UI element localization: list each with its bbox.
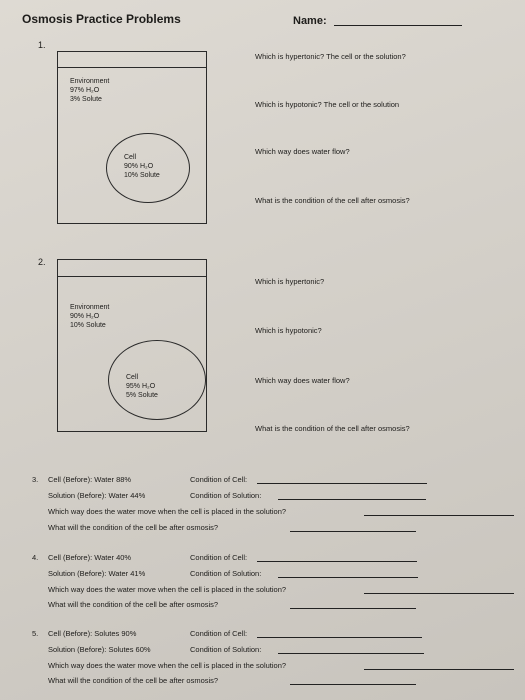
env-title: Environment [70,304,110,311]
problem-1-q-flow: Which way does water flow? [255,147,350,156]
problem-4-q-after: What will the condition of the cell be after osmosis? [48,600,219,609]
worksheet-title: Osmosis Practice Problems [22,12,181,26]
problem-5-cond-solution-answer[interactable] [278,653,424,654]
cell-title: Cell [124,154,137,161]
problem-2-water-line [57,276,207,277]
problem-4-solution: Solution (Before): Water 41% [48,569,146,578]
problem-2-environment [70,303,109,330]
problem-5-cond-cell-answer[interactable] [257,637,422,638]
name-label: Name: [293,15,327,27]
problem-3-q-move: Which way does the water move when the cell is placed in the solution? [48,507,287,516]
cell-water: 90% H₂O [124,163,154,170]
problem-4-cond-solution-answer[interactable] [278,577,418,578]
problem-4-cond-solution: Condition of Solution: [190,569,262,578]
problem-3-cond-cell: Condition of Cell: [190,475,248,484]
problem-3-cond-solution-answer[interactable] [278,499,426,500]
problem-4-q-after-answer[interactable] [290,608,416,609]
problem-5-cell: Cell (Before): Solutes 90% [48,629,137,638]
problem-2-q-hypertonic: Which is hypertonic? [255,277,325,286]
env-solute: 10% Solute [70,322,106,329]
problem-2-q-condition: What is the condition of the cell after osmosis? [255,424,410,433]
problem-4-cond-cell-answer[interactable] [257,561,417,562]
cell-title: Cell [126,374,139,381]
problem-5-q-after-answer[interactable] [290,684,416,685]
problem-1-q-hypertonic: Which is hypertonic? The cell or the solution? [255,52,406,61]
cell-solute: 10% Solute [124,172,160,179]
problem-5-number: 5. [32,629,39,638]
problem-3-cell: Cell (Before): Water 88% [48,475,132,484]
problem-2-cell [126,373,158,400]
problem-3-solution: Solution (Before): Water 44% [48,491,146,500]
problem-1-q-condition: What is the condition of the cell after osmosis? [255,196,410,205]
problem-5-q-move-answer[interactable] [364,669,514,670]
cell-water: 95% H₂O [126,383,156,390]
problem-5-cond-solution: Condition of Solution: [190,645,262,654]
env-water: 90% H₂O [70,313,100,320]
problem-4-number: 4. [32,553,39,562]
problem-1-environment [70,77,109,104]
problem-4-cond-cell: Condition of Cell: [190,553,248,562]
problem-3-q-after-answer[interactable] [290,531,416,532]
problem-5-cond-cell: Condition of Cell: [190,629,248,638]
problem-1-water-line [57,67,207,68]
problem-5-q-move: Which way does the water move when the cell is placed in the solution? [48,661,287,670]
problem-2-q-flow: Which way does water flow? [255,376,350,385]
problem-1-q-hypotonic: Which is hypotonic? The cell or the solution [255,100,400,109]
problem-5-q-after: What will the condition of the cell be after osmosis? [48,676,219,685]
problem-5-solution: Solution (Before): Solutes 60% [48,645,151,654]
problem-3-cond-solution: Condition of Solution: [190,491,262,500]
env-title: Environment [70,78,110,85]
problem-4-q-move: Which way does the water move when the cell is placed in the solution? [48,585,287,594]
problem-3-q-move-answer[interactable] [364,515,514,516]
problem-3-q-after: What will the condition of the cell be after osmosis? [48,523,219,532]
problem-4-cell: Cell (Before): Water 40% [48,553,132,562]
cell-solute: 5% Solute [126,392,158,399]
env-water: 97% H₂O [70,87,100,94]
problem-2-number: 2. [38,257,46,267]
problem-3-number: 3. [32,475,39,484]
problem-2-q-hypotonic: Which is hypotonic? [255,326,322,335]
name-field[interactable] [334,25,462,26]
problem-3-cond-cell-answer[interactable] [257,483,427,484]
env-solute: 3% Solute [70,96,102,103]
problem-1-number: 1. [38,40,46,50]
problem-4-q-move-answer[interactable] [364,593,514,594]
problem-1-cell [124,153,160,180]
